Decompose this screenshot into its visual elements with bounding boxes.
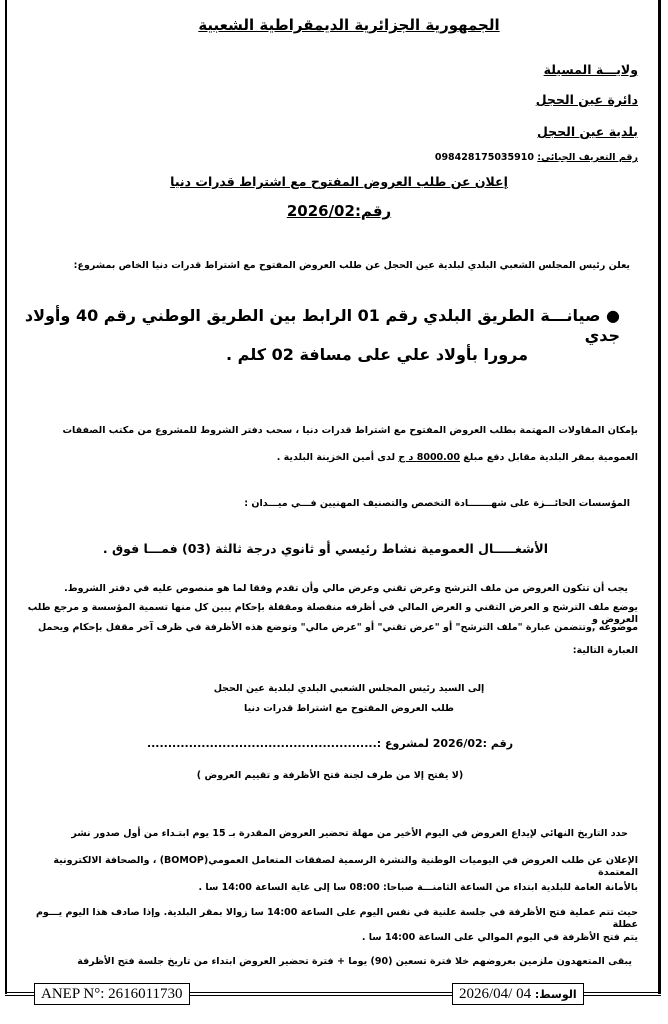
document-border — [5, 0, 661, 994]
announcement-title: إعلان عن طلب العروض المفتوح مع اشتراط قدرات دنيا — [170, 174, 508, 189]
intro-text: يعلن رئيس المجلس الشعبي البلدي لبلدية عين الحجل عن طلب العروض المفتوح مع اشتراط قدرات دنيا الخاص بمشروع: — [73, 260, 630, 271]
address-line-1: إلى السيد رئيس المجلس الشعبي البلدي لبلدية عين الحجل — [213, 683, 485, 694]
submission-line: العبارة التالية: — [572, 645, 638, 656]
project-line-1 — [22, 306, 620, 346]
withdrawal-line-1: بإمكان المقاولات المهتمة بطلب العروض المفتوح مع اشتراط قدرات دنيا ، سحب دفتر الشروط للمشروع من مكتب الصفقات — [62, 425, 638, 436]
address-line-2: طلب العروض المفتوح مع اشتراط قدرات دنيا — [244, 703, 454, 714]
withdrawal-line-2 — [22, 452, 638, 464]
reference-line: رقم :2026/02 لمشروع :....................................................... — [146, 737, 514, 750]
tax-id: 098428175035910 — [434, 152, 534, 163]
tax-id-line — [22, 152, 638, 164]
deadline-line: يبقى المتعهدون ملزمين بعروضهم خلا فترة تسعين (90) يوما + فترة تحضير العروض ابتداء من تاريخ جلسة فتح الأظرفة — [77, 956, 632, 967]
submission-line: موضوعه ,وتتضمن عبارة "ملف الترشح" أو "عرض تقني" أو "عرض مالي" وتوضع هذه الأظرفة في ظرف آخر مقفل بإحكام ويحمل — [37, 622, 638, 633]
withdrawal-text: العمومية بمقر البلدية مقابل دفع مبلغ — [460, 452, 638, 463]
eligibility-intro: المؤسسات الحائـــزة على شهـــــــادة التخصص والتصنيف المهنيين فـــي ميـــدان : — [244, 498, 630, 509]
deadline-line: حدد التاريخ النهائي لإيداع العروض في اليوم الأخير من مهلة تحضير العروض المقدرة بـ 15 يوم ابتـداء من أول صدور نشر — [71, 828, 628, 839]
deadline-line: يتم فتح الأظرفة في اليوم الموالي على الساعة 14:00 سا . — [361, 932, 638, 943]
project-line-2: مرورا بأولاد علي على مسافة 02 كلم . — [226, 345, 528, 364]
fee-amount: 8000.00 د ج — [398, 452, 460, 463]
withdrawal-text-end: لدى أمين الخزينة البلدية . — [276, 452, 399, 463]
announcement-number: رقم:2026/02 — [286, 202, 392, 220]
submission-line: يجب أن تتكون العروض من ملف الترشح وعرض تقني وعرض مالي وأن تقدم وفقا لما هو منصوص عليه في دفتر الشروط. — [64, 583, 628, 594]
eligibility-field: الأشغـــــال العمومية نشاط رئيسي أو ثانوي درجة ثالثة (03) فمـــا فوق . — [102, 541, 548, 556]
submission-line: يوضع ملف الترشح و العرض التقني و العرض المالي في أظرفه منفصلة ومقفلة بإحكام يبين كل منها تسمية المؤسسة و مرجع طلب العروض و — [27, 602, 638, 625]
deadline-line: بالأمانة العامة للبلدية ابتداء من الساعة الثامنـــة صباحا: 08:00 سا إلى غاية الساعة 14:00 سا . — [198, 882, 638, 893]
wilaya: ولايـــة المسيلة — [543, 62, 638, 77]
project-title: صيانـــة الطريق البلدي رقم 01 الرابط بين الطريق الوطني رقم 40 وأولاد جدي — [24, 306, 620, 345]
deadline-line: الإعلان عن طلب العروض في اليوميات الوطنية والنشرة الرسمية لصفقات المتعامل العمومي(BOMOP) ، والصحافة الالكترونية المعتمدة — [53, 855, 638, 878]
tax-id-label: رقم التعريف الجبائي: — [537, 152, 638, 163]
anep-number-box: ANEP N°: 2616011730 — [34, 983, 190, 1005]
bullet-icon: ● — [600, 306, 620, 325]
publication-date-box — [452, 983, 584, 1005]
deadline-line: حيث تتم عملية فتح الأظرفة في جلسة علنية في نفس اليوم على الساعة 14:00 سا زوالا بمقر البلدية. وإذا صادف هذا اليوم يـــوم عطلة — [35, 907, 638, 930]
not-open-notice: (لا يفتح إلا من طرف لجنة فتح الأظرفة و تقييم العروض ) — [196, 770, 464, 781]
republic-heading: الجمهورية الجزائرية الديمقراطية الشعبية — [198, 16, 500, 34]
daira: دائرة عين الحجل — [535, 92, 638, 107]
commune: بلدية عين الحجل — [536, 124, 638, 139]
newspaper-name: الوسط: — [534, 988, 577, 1001]
publication-date: 2026/04/ 04 — [459, 986, 532, 1002]
